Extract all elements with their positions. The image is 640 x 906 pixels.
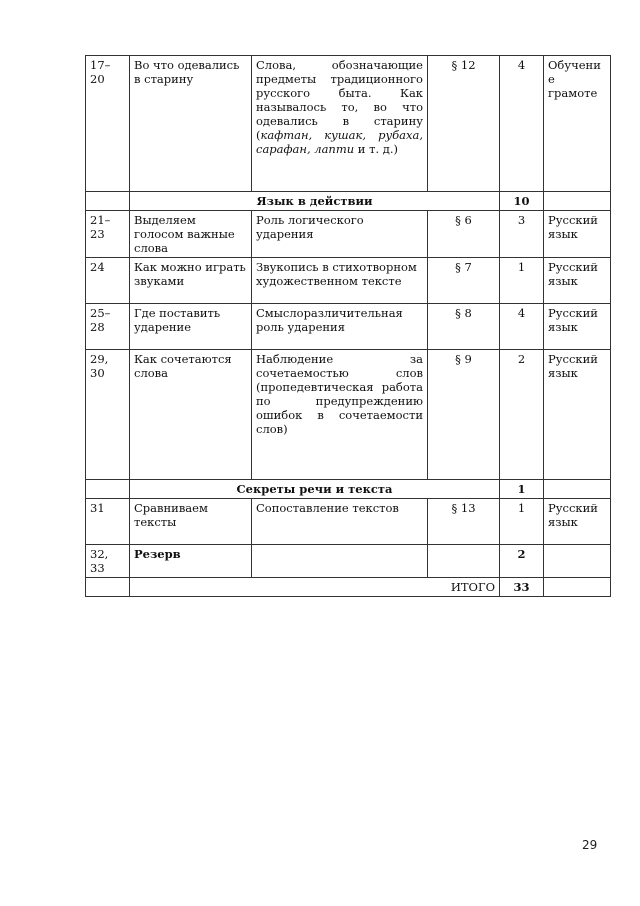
lesson-number: 21–23 [86, 211, 130, 258]
total-row [86, 578, 611, 597]
lesson-content [252, 545, 428, 578]
lesson-topic: Резерв [130, 545, 252, 578]
lesson-number: 24 [86, 258, 130, 304]
lesson-number: 31 [86, 499, 130, 545]
lesson-number: 29, 30 [86, 350, 130, 480]
hours-count: 4 [500, 56, 544, 192]
lesson-content: Наблюдение за сочетаемостью слов (пропедевтическая работа по предупреждению ошибок в сочетаемости слов) [252, 350, 428, 480]
lesson-number: 25–28 [86, 304, 130, 350]
lesson-content [252, 56, 428, 192]
table-row [86, 56, 611, 192]
textbook-paragraph: § 8 [428, 304, 500, 350]
total-label: ИТОГО [130, 578, 500, 597]
hours-count: 1 [500, 258, 544, 304]
lesson-content: Смыслоразличительная роль ударения [252, 304, 428, 350]
table-row [86, 545, 611, 578]
integration-subject: Русский язык [544, 211, 611, 258]
integration-subject: Обучение грамоте [544, 56, 611, 192]
lesson-topic: Выделяем голосом важные слова [130, 211, 252, 258]
page-number: 29 [582, 838, 598, 852]
lesson-number: 32, 33 [86, 545, 130, 578]
hours-count: 1 [500, 499, 544, 545]
textbook-paragraph: § 7 [428, 258, 500, 304]
integration-subject: Русский язык [544, 350, 611, 480]
integration-subject [544, 545, 611, 578]
lesson-content: Сопоставление текстов [252, 499, 428, 545]
hours-count: 3 [500, 211, 544, 258]
section-hours: 10 [500, 192, 544, 211]
table-row [86, 258, 611, 304]
lesson-number: 17–20 [86, 56, 130, 192]
textbook-paragraph: § 6 [428, 211, 500, 258]
integration-subject: Русский язык [544, 304, 611, 350]
integration-subject: Русский язык [544, 258, 611, 304]
lesson-content: Звукопись в стихотворном художественном тексте [252, 258, 428, 304]
hours-count: 4 [500, 304, 544, 350]
section-title: Секреты речи и текста [130, 480, 500, 499]
table-row [86, 350, 611, 480]
section-hours: 1 [500, 480, 544, 499]
total-hours: 33 [500, 578, 544, 597]
lesson-topic: Как сочетаются слова [130, 350, 252, 480]
textbook-paragraph: § 9 [428, 350, 500, 480]
textbook-paragraph: § 13 [428, 499, 500, 545]
section-title: Язык в действии [130, 192, 500, 211]
lesson-topic: Где поставить ударение [130, 304, 252, 350]
lesson-topic: Во что одевались в старину [130, 56, 252, 192]
lesson-topic: Как можно играть звуками [130, 258, 252, 304]
content-text: Слова, обозначающие предметы традиционного русского быта. Как называлось то, во что одевались в старину ( [256, 58, 423, 142]
table-row [86, 499, 611, 545]
lesson-content: Роль логического ударения [252, 211, 428, 258]
hours-count: 2 [500, 545, 544, 578]
section-row [86, 192, 611, 211]
table-row [86, 304, 611, 350]
lesson-topic: Сравниваем тексты [130, 499, 252, 545]
integration-subject: Русский язык [544, 499, 611, 545]
table-row [86, 211, 611, 258]
hours-count: 2 [500, 350, 544, 480]
lesson-plan-table [85, 55, 611, 597]
content-italic-text: кафтан, кушак, рубаха, сарафан, лапти [256, 128, 423, 156]
section-row [86, 480, 611, 499]
content-end-text: и т. д.) [354, 142, 399, 156]
textbook-paragraph [428, 545, 500, 578]
textbook-paragraph: § 12 [428, 56, 500, 192]
